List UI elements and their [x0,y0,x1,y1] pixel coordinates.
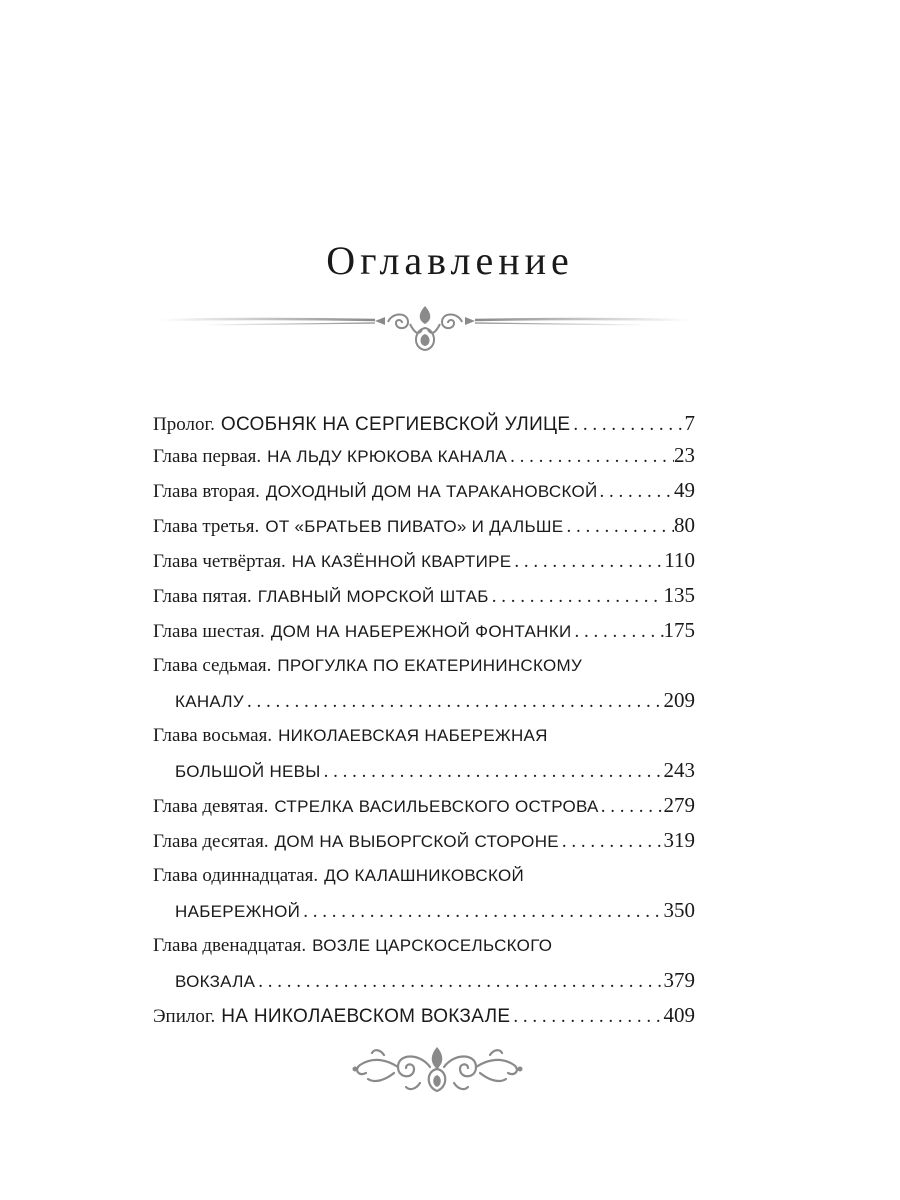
entry-prefix: Эпилог. [153,1006,216,1027]
entry-prefix: Глава восьмая. [153,725,273,746]
toc-entry-line [153,998,695,1033]
dot-leader [300,894,663,928]
entry-prefix: Глава шестая. [153,621,265,642]
entry-title: ДОХОДНЫЙ ДОМ НА ТАРАКАНОВСКОЙ [265,482,598,501]
entry-title: НА КАЗЁННОЙ КВАРТИРЕ [291,552,512,571]
toc-entry-continuation-line [153,683,695,718]
page-number: 175 [663,618,695,642]
toc-entry-line [153,718,695,753]
toc-entry-chapter-3[interactable] [153,508,695,543]
entry-prefix: Глава одиннадцатая. [153,865,319,886]
entry-prefix: Глава первая. [153,446,262,467]
page-number: 319 [663,828,695,852]
toc-entry-line [153,788,695,823]
dot-leader [511,544,664,578]
toc-entry-chapter-5[interactable] [153,578,695,613]
dot-leader [563,509,674,543]
page-number: 80 [674,513,695,537]
page-number: 7 [684,411,695,435]
table-of-contents [153,408,695,1033]
dot-leader [598,474,674,508]
entry-title-continuation: КАНАЛУ [175,692,244,711]
toc-entry-chapter-6[interactable] [153,613,695,648]
toc-entry-chapter-9[interactable] [153,788,695,823]
toc-entry-line [153,823,695,858]
entry-prefix: Глава четвёртая. [153,551,286,572]
entry-prefix: Глава девятая. [153,796,269,817]
entry-title: НИКОЛАЕВСКАЯ НАБЕРЕЖНАЯ [278,726,548,745]
entry-prefix: Глава седьмая. [153,655,272,676]
entry-title: ДОМ НА НАБЕРЕЖНОЙ ФОНТАНКИ [270,622,572,641]
entry-title-continuation: ВОКЗАЛА [175,972,256,991]
page-number: 379 [663,968,695,992]
toc-entry-line [153,408,695,438]
dot-leader [255,964,663,998]
entry-title: ОТ «БРАТЬЕВ ПИВАТО» И ДАЛЬШЕ [265,517,564,536]
entry-title: ДОМ НА ВЫБОРГСКОЙ СТОРОНЕ [274,832,559,851]
toc-entry-chapter-4[interactable] [153,543,695,578]
toc-entry-chapter-11[interactable] [153,858,695,928]
entry-title: ОСОБНЯК НА СЕРГИЕВСКОЙ УЛИЦЕ [220,414,571,435]
toc-entry-continuation-line [153,753,695,788]
page-title: Оглавление [326,237,574,283]
toc-entry-chapter-7[interactable] [153,648,695,718]
toc-entry-epilogue[interactable] [153,998,695,1033]
toc-entry-chapter-10[interactable] [153,823,695,858]
entry-title: ДО КАЛАШНИКОВСКОЙ [324,866,525,885]
entry-prefix: Глава двенадцатая. [153,935,307,956]
page-number: 350 [663,898,695,922]
entry-prefix: Глава вторая. [153,481,260,502]
toc-entry-prologue[interactable] [153,408,695,438]
page-number: 49 [674,478,695,502]
entry-prefix: Пролог. [153,414,215,435]
dot-leader [571,614,663,648]
toc-entry-line [153,508,695,543]
dot-leader [321,754,664,788]
bottom-ornament [350,1043,525,1095]
entry-title-continuation: БОЛЬШОЙ НЕВЫ [175,762,321,781]
toc-entry-continuation-line [153,963,695,998]
toc-entry-line [153,648,695,683]
dot-leader [559,824,664,858]
page-number: 279 [663,793,695,817]
toc-entry-chapter-1[interactable] [153,438,695,473]
toc-entry-continuation-line [153,893,695,928]
page-number: 409 [663,1003,695,1027]
dot-leader [510,999,663,1033]
toc-entry-chapter-12[interactable] [153,928,695,998]
entry-prefix: Глава третья. [153,516,260,537]
toc-entry-line [153,928,695,963]
dot-leader [507,439,674,473]
entry-prefix: Глава пятая. [153,586,252,607]
page-number: 23 [674,443,695,467]
toc-entry-line [153,858,695,893]
top-ornament [160,300,690,356]
toc-entry-chapter-2[interactable] [153,473,695,508]
toc-entry-line [153,543,695,578]
page-number: 243 [663,758,695,782]
page-number: 209 [663,688,695,712]
entry-title: НА НИКОЛАЕВСКОМ ВОКЗАЛЕ [221,1006,511,1027]
entry-title: ВОЗЛЕ ЦАРСКОСЕЛЬСКОГО [312,936,553,955]
toc-entry-line [153,438,695,473]
page-number: 135 [663,583,695,607]
dot-leader [244,684,664,718]
entry-title: ПРОГУЛКА ПО ЕКАТЕРИНИНСКОМУ [277,656,583,675]
entry-title-continuation: НАБЕРЕЖНОЙ [175,902,301,921]
dot-leader [599,789,664,823]
entry-title: СТРЕЛКА ВАСИЛЬЕВСКОГО ОСТРОВА [274,797,599,816]
dot-leader [489,579,664,613]
toc-entry-chapter-8[interactable] [153,718,695,788]
entry-title: ГЛАВНЫЙ МОРСКОЙ ШТАБ [257,587,489,606]
toc-entry-line [153,613,695,648]
dot-leader [570,410,684,438]
page-number: 110 [664,548,695,572]
entry-title: НА ЛЬДУ КРЮКОВА КАНАЛА [267,447,508,466]
toc-entry-line [153,473,695,508]
entry-prefix: Глава десятая. [153,831,269,852]
toc-entry-line [153,578,695,613]
